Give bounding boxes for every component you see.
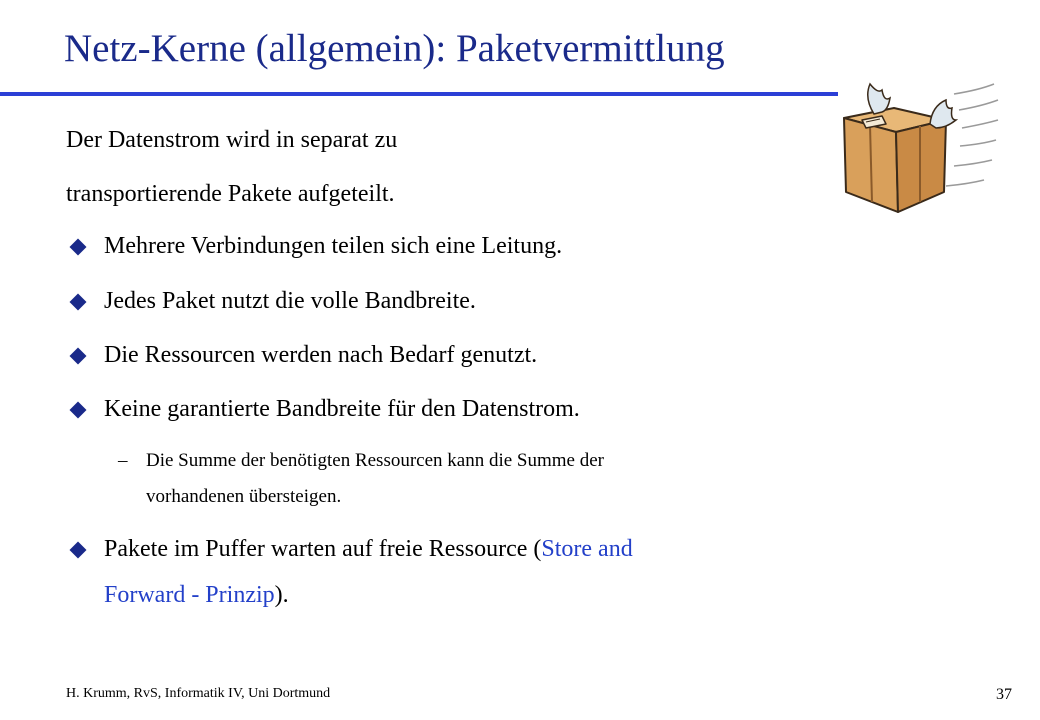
bullet-text: Die Ressourcen werden nach Bedarf genutzt. (104, 342, 538, 368)
forward-prinzip-highlight: Forward - Prinzip (104, 582, 275, 608)
title-underline (0, 92, 838, 96)
bullet-text-continuation (104, 581, 289, 610)
slide-title: Netz-Kerne (allgemein): Paketvermittlung (64, 27, 725, 70)
bullet-text-end: ). (274, 582, 289, 608)
bullet-text: Mehrere Verbindungen teilen sich eine Leitung. (104, 233, 563, 259)
diamond-bullet-icon (70, 294, 87, 311)
sub-bullet-line-2: vorhandenen übersteigen. (146, 486, 342, 507)
bullet-text: Jedes Paket nutzt die volle Bandbreite. (104, 288, 476, 314)
dash-bullet: – (118, 450, 128, 471)
diamond-bullet-icon (70, 402, 87, 419)
intro-line-1: Der Datenstrom wird in separat zu (66, 127, 398, 153)
bullet-text-store-forward (104, 535, 633, 564)
sub-bullet-line-1: Die Summe der benötigten Ressourcen kann die Summe der (146, 450, 605, 471)
flying-package-icon (834, 80, 1000, 220)
footer-author: H. Krumm, RvS, Informatik IV, Uni Dortmund (66, 686, 331, 701)
diamond-bullet-icon (70, 348, 87, 365)
diamond-bullet-icon (70, 239, 87, 256)
diamond-bullet-icon (70, 542, 87, 559)
bullet-text: Keine garantierte Bandbreite für den Datenstrom. (104, 396, 580, 422)
store-and-highlight: Store and (541, 536, 633, 562)
speed-lines (946, 84, 998, 186)
bullet-text-part: Pakete im Puffer warten auf freie Ressource ( (104, 536, 542, 562)
intro-line-2: transportierende Pakete aufgeteilt. (66, 181, 395, 207)
page-number: 37 (996, 686, 1012, 703)
